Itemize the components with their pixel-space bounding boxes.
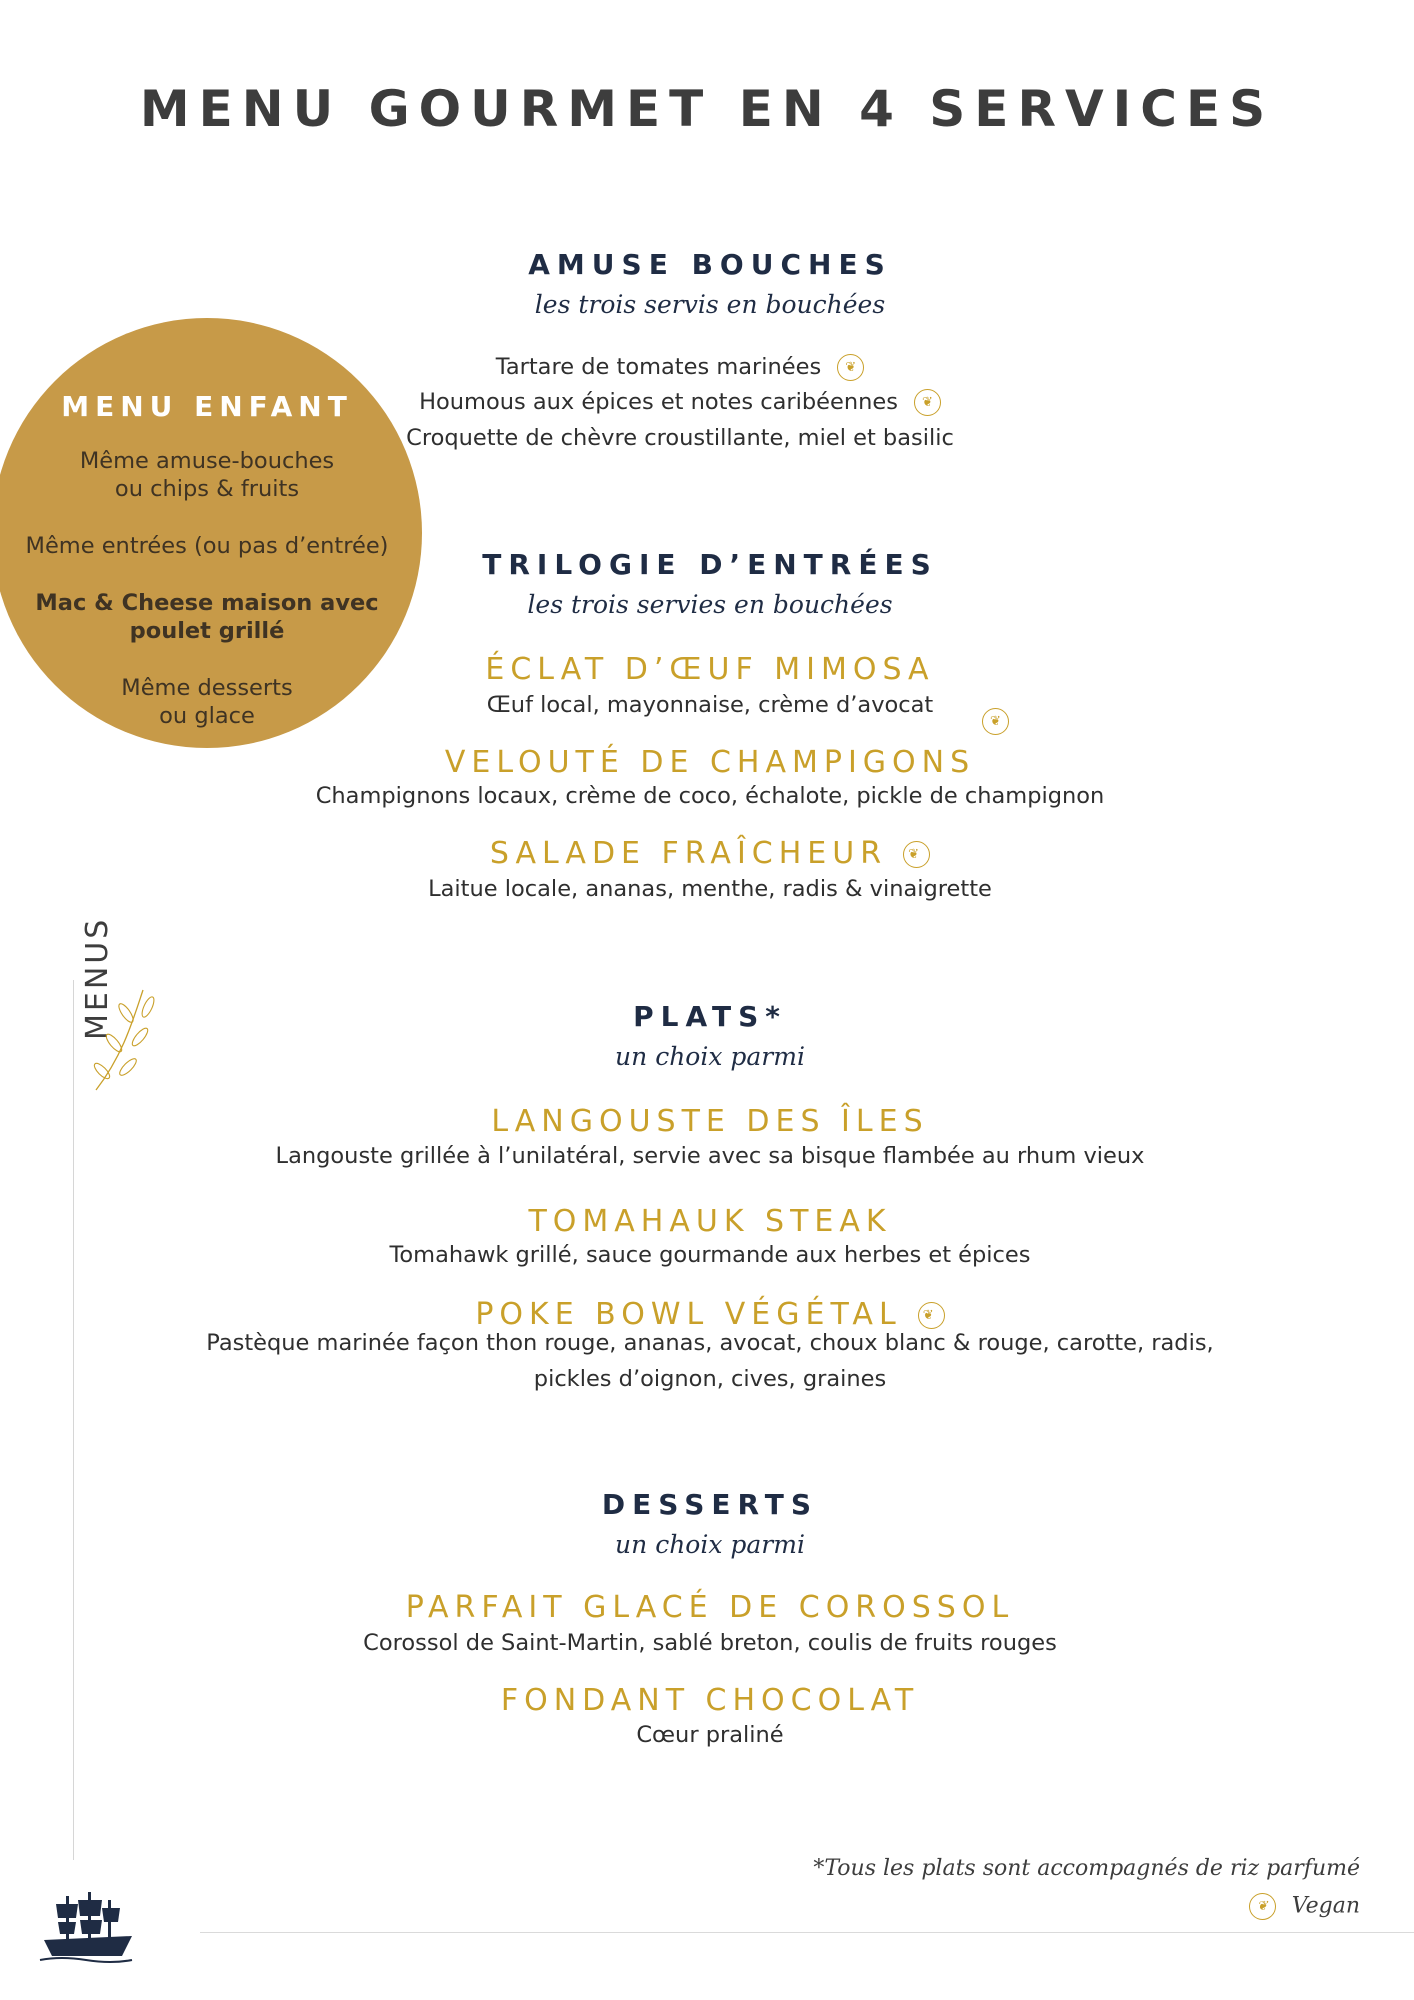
kids-line-entrees: Même entrées (ou pas d’entrée) (25, 533, 389, 559)
kids-line-desserts-alt: ou glace (159, 703, 255, 729)
dish-desc: pickles d’oignon, cives, graines (533, 1366, 887, 1392)
vegan-icon (837, 354, 864, 381)
dish-name: VELOUTÉ DE CHAMPIGONS (444, 745, 976, 780)
kids-line-main: Mac & Cheese maison avec (35, 590, 379, 616)
dish-name: TOMAHAUK STEAK (528, 1204, 892, 1239)
dish-name: ÉCLAT D’ŒUF MIMOSA (485, 652, 935, 687)
vegan-legend: ❦Vegan (1200, 1893, 1360, 1920)
dish-name: LANGOUSTE DES ÎLES (491, 1104, 929, 1139)
dish-desc: Tomahawk grillé, sauce gourmande aux herbes et épices (389, 1242, 1031, 1268)
kids-line-amuse-alt: ou chips & fruits (114, 476, 300, 502)
plats-title: PLATS* (633, 1000, 787, 1033)
vegan-icon (914, 389, 941, 416)
vegan-icon (918, 1302, 945, 1329)
dish-name: PARFAIT GLACÉ DE COROSSOL (405, 1590, 1015, 1625)
dish-desc: Pastèque marinée façon thon rouge, ananas, avocat, choux blanc & rouge, carotte, radis, (206, 1330, 1214, 1356)
entrees-title: TRILOGIE D’ENTRÉES (482, 548, 938, 581)
kids-menu-title: MENU ENFANT (61, 390, 353, 423)
dish-desc: Corossol de Saint-Martin, sablé breton, coulis de fruits rouges (363, 1630, 1057, 1656)
amuse-item: Houmous aux épices et notes caribéennes❦ (330, 385, 1030, 420)
menus-side-label: MENUS (80, 916, 115, 1040)
vegan-icon (903, 841, 930, 868)
plats-subtitle: un choix parmi (615, 1042, 805, 1071)
dish-name: POKE BOWL VÉGÉTAL❦ (250, 1297, 1170, 1332)
amuse-item: Croquette de chèvre croustillante, miel et basilic (406, 425, 954, 451)
kids-line-amuse: Même amuse-bouches (79, 448, 335, 474)
dish-desc: Champignons locaux, crème de coco, échalote, pickle de champignon (315, 783, 1105, 809)
kids-line-desserts: Même desserts (121, 675, 293, 701)
vegan-icon (982, 708, 1009, 735)
side-divider-line (73, 980, 74, 1860)
dish-desc: Œuf local, mayonnaise, crème d’avocat (486, 692, 934, 718)
desserts-title: DESSERTS (601, 1488, 819, 1521)
footnote: *Tous les plats sont accompagnés de riz parfumé (813, 1856, 1360, 1881)
ship-logo-icon (36, 1890, 136, 1970)
entrees-subtitle: les trois servies en bouchées (527, 590, 893, 619)
dish-desc: Laitue locale, ananas, menthe, radis & vinaigrette (428, 876, 992, 902)
footer-divider-line (200, 1932, 1414, 1933)
page-title: MENU GOURMET EN 4 SERVICES (139, 80, 1275, 138)
dish-name: SALADE FRAÎCHEUR❦ (280, 836, 1140, 871)
dish-desc: Cœur praliné (636, 1722, 784, 1748)
amuse-title: AMUSE BOUCHES (528, 248, 892, 281)
dish-desc: Langouste grillée à l’unilatéral, servie avec sa bisque flambée au rhum vieux (275, 1143, 1145, 1169)
desserts-subtitle: un choix parmi (615, 1530, 805, 1559)
olive-branch-icon (88, 985, 158, 1095)
amuse-item: Tartare de tomates marinées❦ (330, 350, 1030, 385)
vegan-icon (1249, 1893, 1276, 1920)
dish-name: FONDANT CHOCOLAT (500, 1683, 920, 1718)
amuse-subtitle: les trois servis en bouchées (534, 290, 886, 319)
kids-line-main-2: poulet grillé (129, 618, 285, 644)
